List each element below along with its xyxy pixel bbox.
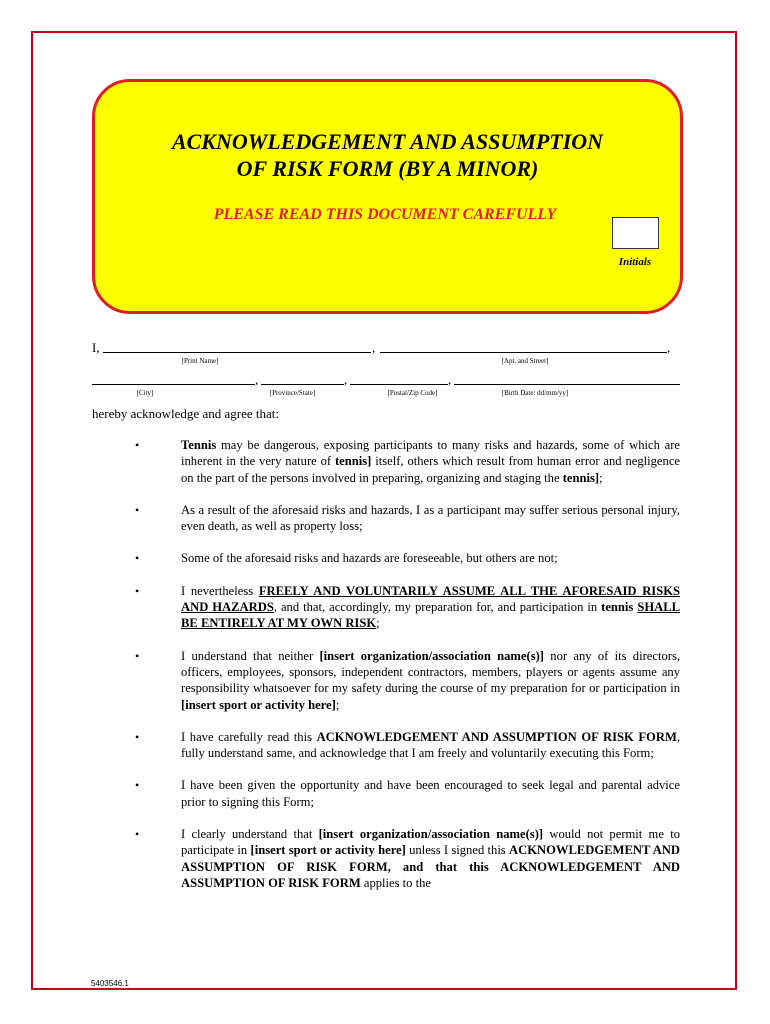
acknowledgement-list bbox=[130, 437, 680, 907]
bullet-text: would not permit me to participate in bbox=[181, 827, 680, 858]
list-item bbox=[130, 502, 680, 535]
bullet-symbol: • bbox=[135, 778, 140, 793]
bullet-text: SHALL BE ENTIRELY AT MY OWN RISK bbox=[181, 600, 681, 631]
warning-text: PLEASE READ THIS DOCUMENT CAREFULLY bbox=[213, 206, 557, 223]
list-item bbox=[130, 437, 680, 486]
bullet-symbol: • bbox=[135, 827, 140, 842]
comma-4: , bbox=[344, 372, 348, 387]
bullet-text: I have been given the opportunity and have been encouraged to seek legal and parental advice prior to signing this Form; bbox=[181, 778, 680, 809]
bullet-text: tennis] bbox=[562, 470, 600, 485]
print-name-field[interactable] bbox=[103, 352, 371, 353]
bullet-text: tennis] bbox=[334, 454, 372, 469]
postal-zip-caption: [Postal/Zip Code] bbox=[387, 389, 438, 397]
bullet-text: ; bbox=[335, 697, 340, 712]
comma-5: , bbox=[448, 372, 452, 387]
bullet-symbol: • bbox=[135, 583, 140, 598]
bullet-text: FREELY AND VOLUNTARILY ASSUME ALL THE AFORESAID RISKS AND HAZARDS bbox=[181, 583, 681, 615]
list-item bbox=[130, 826, 680, 891]
comma-1: , bbox=[372, 340, 376, 355]
header-banner bbox=[92, 79, 683, 314]
bullet-symbol: • bbox=[135, 551, 140, 566]
city-caption: [City] bbox=[136, 389, 154, 397]
bullet-text: [insert organization/association name(s)] bbox=[318, 827, 544, 842]
apt-street-field[interactable] bbox=[380, 352, 667, 353]
document-id: 5403546.1 bbox=[91, 979, 129, 988]
bullet-text: ; bbox=[599, 470, 603, 485]
print-name-caption: [Print Name] bbox=[181, 357, 219, 365]
bullet-text: , and that, accordingly, my preparation for, and participation in bbox=[273, 600, 602, 615]
bullet-text: [insert sport or activity here] bbox=[250, 843, 406, 858]
bullet-text: unless I signed this bbox=[405, 843, 509, 858]
list-item bbox=[130, 648, 680, 713]
city-field[interactable] bbox=[92, 384, 255, 385]
bullet-text: , fully understand same, and acknowledge that I am freely and voluntarily executing this Form; bbox=[181, 729, 680, 761]
bullet-text: I have carefully read this bbox=[181, 729, 317, 744]
bullet-text: As a result of the aforesaid risks and hazards, I as a participant may suffer serious personal injury, even death, as well as property loss; bbox=[181, 502, 680, 534]
apt-street-caption: [Apt. and Street] bbox=[501, 357, 549, 365]
list-item bbox=[130, 729, 680, 762]
province-state-caption: [Province/State] bbox=[269, 389, 316, 397]
list-item bbox=[130, 777, 680, 810]
bullet-text: ACKNOWLEDGEMENT AND ASSUMPTION OF RISK FORM, and that this ACKNOWLEDGEMENT AND ASSUMPTION OF RISK FORM bbox=[181, 843, 680, 890]
comma-3: , bbox=[255, 372, 259, 387]
postal-zip-field[interactable] bbox=[350, 384, 448, 385]
province-state-field[interactable] bbox=[261, 384, 344, 385]
form-title-line2: OF RISK FORM (BY A MINOR) bbox=[236, 156, 539, 181]
initials-input[interactable] bbox=[612, 217, 659, 249]
bullet-text: nor any of its directors, officers, employees, sponsors, independent contractors, members, players or agents assume any responsibility whatsoever for my safety during the course of my preparation for or participation in bbox=[181, 648, 680, 696]
bullet-text: ; bbox=[376, 616, 380, 631]
bullet-symbol: • bbox=[135, 438, 140, 452]
initials-label: Initials bbox=[618, 256, 652, 268]
form-title bbox=[95, 128, 680, 182]
bullet-text: tennis bbox=[601, 600, 634, 615]
birth-date-caption: [Birth Date: dd/mm/yy] bbox=[501, 389, 569, 397]
bullet-text: itself, others which result from human error and negligence on the part of the persons involved in preparing, organizing and staging the bbox=[181, 454, 680, 485]
bullet-text: applies to the bbox=[360, 875, 432, 890]
intro-text: hereby acknowledge and agree that: bbox=[92, 406, 279, 421]
bullet-text: I nevertheless bbox=[181, 583, 259, 598]
bullet-text: may be dangerous, exposing participants to many risks and hazards, some of which are inherent in the very nature of bbox=[181, 438, 680, 469]
bullet-text: Tennis bbox=[181, 438, 217, 452]
lead-text: I, bbox=[92, 340, 100, 355]
bullet-text: I clearly understand that bbox=[181, 827, 319, 842]
bullet-text: ACKNOWLEDGEMENT AND ASSUMPTION OF RISK FORM bbox=[316, 729, 677, 744]
bullet-text: I understand that neither bbox=[181, 648, 320, 663]
bullet-text: [insert organization/association name(s)] bbox=[319, 648, 544, 663]
bullet-symbol: • bbox=[135, 729, 140, 744]
list-item bbox=[130, 550, 680, 566]
birth-date-field[interactable] bbox=[454, 384, 680, 385]
bullet-text: Some of the aforesaid risks and hazards are foreseeable, but others are not; bbox=[181, 551, 558, 566]
comma-2: , bbox=[667, 340, 671, 355]
bullet-symbol: • bbox=[135, 502, 140, 517]
bullet-symbol: • bbox=[135, 648, 140, 663]
list-item bbox=[130, 583, 680, 632]
bullet-text: [insert sport or activity here] bbox=[181, 697, 336, 712]
form-title-line1: ACKNOWLEDGEMENT AND ASSUMPTION bbox=[171, 129, 604, 154]
